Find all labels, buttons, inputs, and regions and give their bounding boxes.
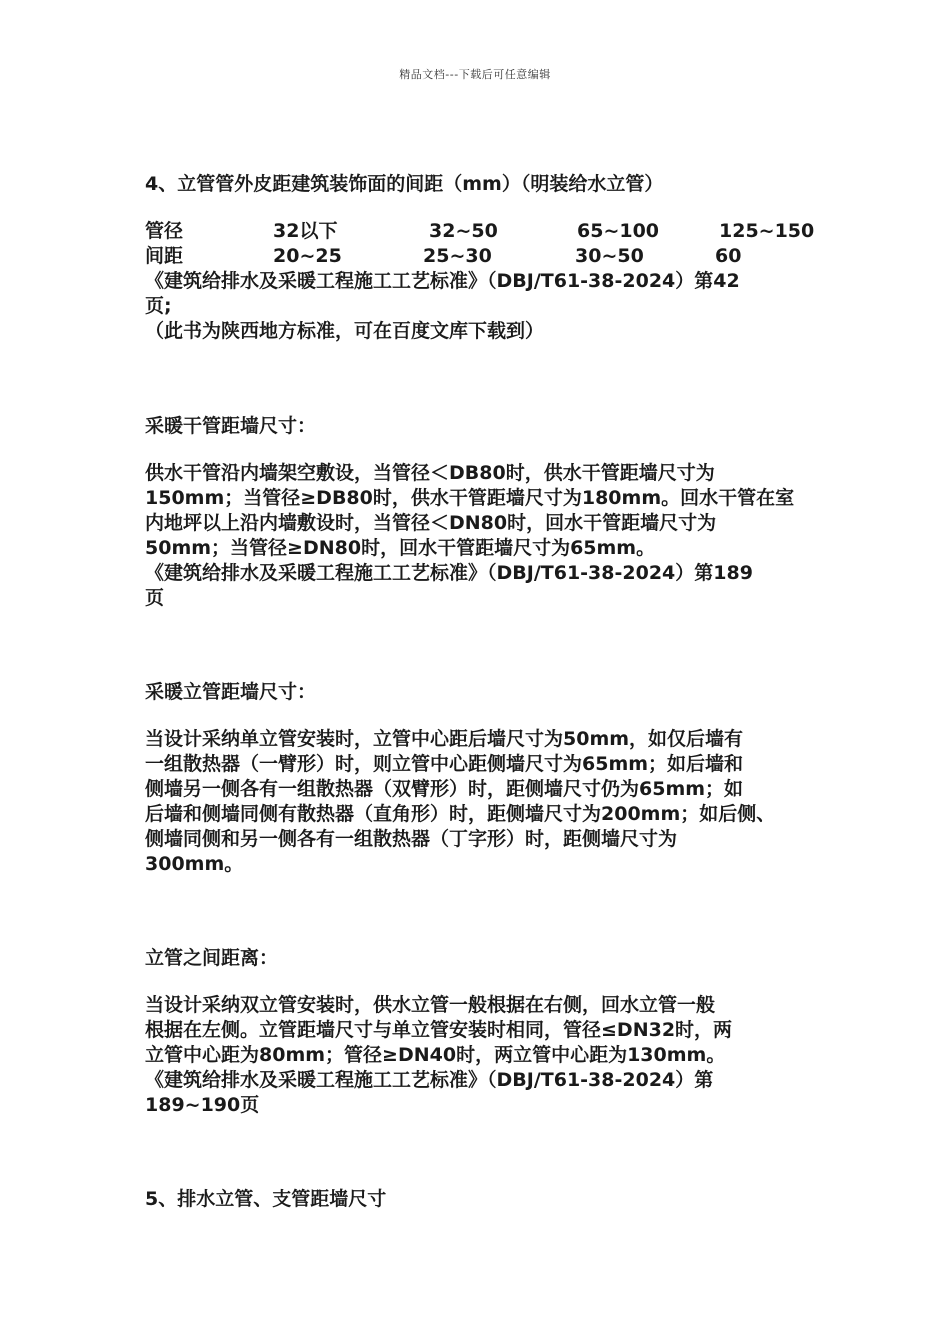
- text-line: 300mm。: [145, 853, 244, 875]
- table-cell: 20~25: [273, 245, 342, 267]
- text-line: 页: [145, 587, 165, 609]
- page-header: 精品文档---下载后可任意编辑: [399, 68, 551, 81]
- spacing-table-row-diameter: [145, 219, 825, 244]
- text-line: 立管中心距为80mm；管径≥DN40时，两立管中心距为130mm。: [145, 1044, 726, 1066]
- table-cell: 125~150: [719, 220, 815, 242]
- heating-riser-body: [145, 727, 815, 877]
- riser-spacing-body: [145, 993, 815, 1118]
- heating-main-title: 采暖干管距墙尺寸：: [145, 415, 317, 437]
- text-line: 当设计采纳双立管安装时，供水立管一般根据在右侧，回水立管一般: [145, 994, 716, 1016]
- table-cell: 30~50: [575, 245, 644, 267]
- table-cell: 25~30: [423, 245, 492, 267]
- text-line: 侧墙另一侧各有一组散热器（双臂形）时，距侧墙尺寸仍为65mm；如: [145, 778, 744, 800]
- table-cell: 32~50: [429, 220, 498, 242]
- text-line: 页;: [145, 295, 172, 317]
- table-cell: 32以下: [273, 220, 338, 242]
- heating-main-body: [145, 461, 815, 611]
- section-4-title: 4、立管管外皮距建筑装饰面的间距（mm）（明装给水立管）: [145, 173, 664, 195]
- table-cell: 60: [715, 245, 742, 267]
- text-line: （此书为陕西地方标准，可在百度文库下载到）: [145, 320, 545, 342]
- text-line: 《建筑给排水及采暖工程施工工艺标准》（DBJ/T61-38-2024）第42: [145, 270, 740, 292]
- text-line: 一组散热器（一臂形）时，则立管中心距侧墙尺寸为65mm；如后墙和: [145, 753, 744, 775]
- table-cell: 间距: [145, 245, 184, 267]
- text-line: 根据在左侧。立管距墙尺寸与单立管安装时相同，管径≤DN32时，两: [145, 1019, 733, 1041]
- section-5-title: 5、排水立管、支管距墙尺寸: [145, 1188, 387, 1210]
- text-line: 供水干管沿内墙架空敷设，当管径＜DB80时，供水干管距墙尺寸为: [145, 462, 715, 484]
- text-line: 《建筑给排水及采暖工程施工工艺标准》（DBJ/T61-38-2024）第189: [145, 562, 753, 584]
- table-cell: 管径: [145, 220, 184, 242]
- text-line: 50mm；当管径≥DN80时，回水干管距墙尺寸为65mm。: [145, 537, 656, 559]
- heating-riser-title: 采暖立管距墙尺寸：: [145, 681, 317, 703]
- text-line: 189~190页: [145, 1094, 260, 1116]
- riser-spacing-title: 立管之间距离：: [145, 947, 279, 969]
- text-line: 150mm；当管径≥DB80时，供水干管距墙尺寸为180mm。回水干管在室: [145, 487, 795, 509]
- text-line: 《建筑给排水及采暖工程施工工艺标准》（DBJ/T61-38-2024）第: [145, 1069, 714, 1091]
- table-cell: 65~100: [577, 220, 660, 242]
- text-line: 侧墙同侧和另一侧各有一组散热器（丁字形）时，距侧墙尺寸为: [145, 828, 678, 850]
- section-4-reference: [145, 269, 815, 344]
- text-line: 内地坪以上沿内墙敷设时，当管径＜DN80时，回水干管距墙尺寸为: [145, 512, 717, 534]
- text-line: 后墙和侧墙同侧有散热器（直角形）时，距侧墙尺寸为200mm；如后侧、: [145, 803, 776, 825]
- text-line: 当设计采纳单立管安装时，立管中心距后墙尺寸为50mm，如仅后墙有: [145, 728, 744, 750]
- spacing-table-row-distance: [145, 244, 825, 269]
